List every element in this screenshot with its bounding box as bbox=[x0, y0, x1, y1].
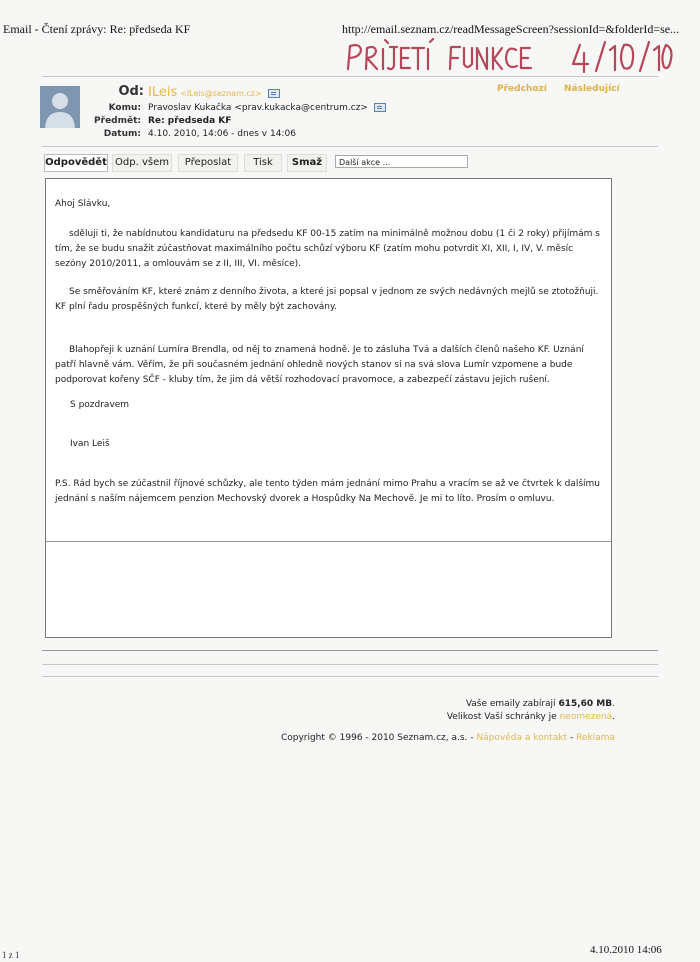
copyright-line: Copyright © 1996 - 2010 Seznam.cz, a.s. - Nápověda a kontakt - Reklama bbox=[280, 733, 615, 743]
contact-card-icon[interactable] bbox=[374, 103, 386, 112]
header-rule bbox=[42, 146, 658, 147]
storage-usage: Vaše emaily zabírají 615,60 MB. bbox=[465, 699, 615, 709]
sender-name[interactable]: ILeis bbox=[148, 85, 178, 100]
to-label: Komu: bbox=[108, 103, 141, 113]
subject: Re: předseda KF bbox=[148, 116, 232, 126]
message-nav bbox=[497, 84, 634, 94]
date: 4.10. 2010, 14:06 - dnes v 14:06 bbox=[148, 129, 296, 139]
print-button[interactable]: Tisk bbox=[244, 154, 282, 172]
signature: Ivan Leiš bbox=[70, 439, 110, 449]
footer-rule bbox=[42, 650, 658, 651]
print-page-url: http://email.seznam.cz/readMessageScreen?sessionId=&folderId=se... bbox=[342, 22, 680, 36]
forward-button[interactable]: Přeposlat bbox=[178, 154, 238, 172]
body-paragraph: Blahopřeji k uznání Lumíra Brendla, od něj to znamená hodně. Je to zásluha Tvá a dalších členů našeho KF. Uznání patří hlavně vám. Věřím, že při současném jednání ohledně nových stanov si na svá slova Lumír vzpomene a bude podporovat kořeny SČF - kluby tím, že jim dá větší rozhodovací pravomoce, a zabezpečí zástavu jejich rušení. bbox=[55, 345, 584, 385]
sender-email[interactable]: <ILeis@seznam.cz> bbox=[180, 89, 262, 98]
handwritten-note bbox=[344, 38, 674, 78]
sender-avatar bbox=[40, 86, 80, 128]
storage-used: 615,60 MB bbox=[558, 699, 613, 709]
help-link[interactable]: Nápověda a kontakt bbox=[476, 733, 568, 743]
greeting: Ahoj Slávku, bbox=[55, 199, 111, 209]
recipient[interactable]: Pravoslav Kukačka <prav.kukacka@centrum.cz> bbox=[148, 103, 368, 113]
body-paragraph: sděluji ti, že nabídnutou kandidaturu na předsedu KF 00-15 zatím na minimálně možnou dobu (1 či 2 roky) přijímám s tím, že se budu snažit zúčastňovat maximálního počtu schůzí výboru KF (zatím mohu potvrdit XI, XII, I, IV, V. měsíc sezóny 2010/2011, a omlouvám se z II, III, VI. měsíce). bbox=[55, 229, 600, 269]
subject-label: Předmět: bbox=[94, 116, 141, 126]
person-icon bbox=[40, 86, 80, 128]
copyright: Copyright © 1996 - 2010 Seznam.cz, a.s. - bbox=[280, 733, 474, 743]
contact-card-icon[interactable] bbox=[268, 89, 280, 98]
print-header bbox=[0, 22, 700, 36]
reply-button[interactable]: Odpovědět bbox=[44, 154, 108, 172]
print-page-title: Email - Čtení zprávy: Re: předseda KF bbox=[3, 22, 191, 36]
closing: S pozdravem bbox=[70, 400, 130, 410]
footer-rule bbox=[42, 664, 658, 665]
next-link[interactable]: Následující bbox=[563, 84, 620, 94]
postscript: P.S. Rád bych se zúčastnil říjnové schůzky, ale tento týden mám jednání mimo Prahu a vracím se až ve čtvrtek k dalšímu jednání s naším nájemcem penzion Mechovský dvorek a Hospůdky Na Mechově. Je mi to líto. Prosím o omluvu. bbox=[55, 479, 600, 504]
top-rule bbox=[42, 76, 658, 77]
message-body-frame bbox=[45, 178, 612, 638]
reply-all-button[interactable]: Odp. všem bbox=[112, 154, 172, 172]
mailbox-size: Velikost Vaší schránky je neomezená. bbox=[446, 712, 615, 722]
more-actions-select[interactable]: Další akce ... bbox=[335, 155, 468, 168]
previous-link[interactable]: Předchozí bbox=[497, 84, 547, 94]
print-date: 4.10.2010 14:06 bbox=[590, 944, 662, 956]
footer-rule bbox=[42, 676, 658, 677]
date-label: Datum: bbox=[103, 129, 141, 139]
mailbox-size-value: neomezená bbox=[559, 712, 613, 722]
message-divider bbox=[46, 541, 611, 542]
body-paragraph: Se směřováním KF, které znám z denního života, a které jsi popsal v jednom ze svých nedávných mejlů se ztotožňuji. KF plní řadu prospěšných funkcí, které by měly být zachovány. bbox=[55, 287, 599, 312]
page-number: 1 z 1 bbox=[2, 950, 20, 960]
message-body bbox=[55, 197, 603, 507]
delete-button[interactable]: Smaž bbox=[287, 154, 327, 172]
from-label: Od: bbox=[118, 84, 144, 99]
ads-link[interactable]: Reklama bbox=[576, 733, 615, 743]
